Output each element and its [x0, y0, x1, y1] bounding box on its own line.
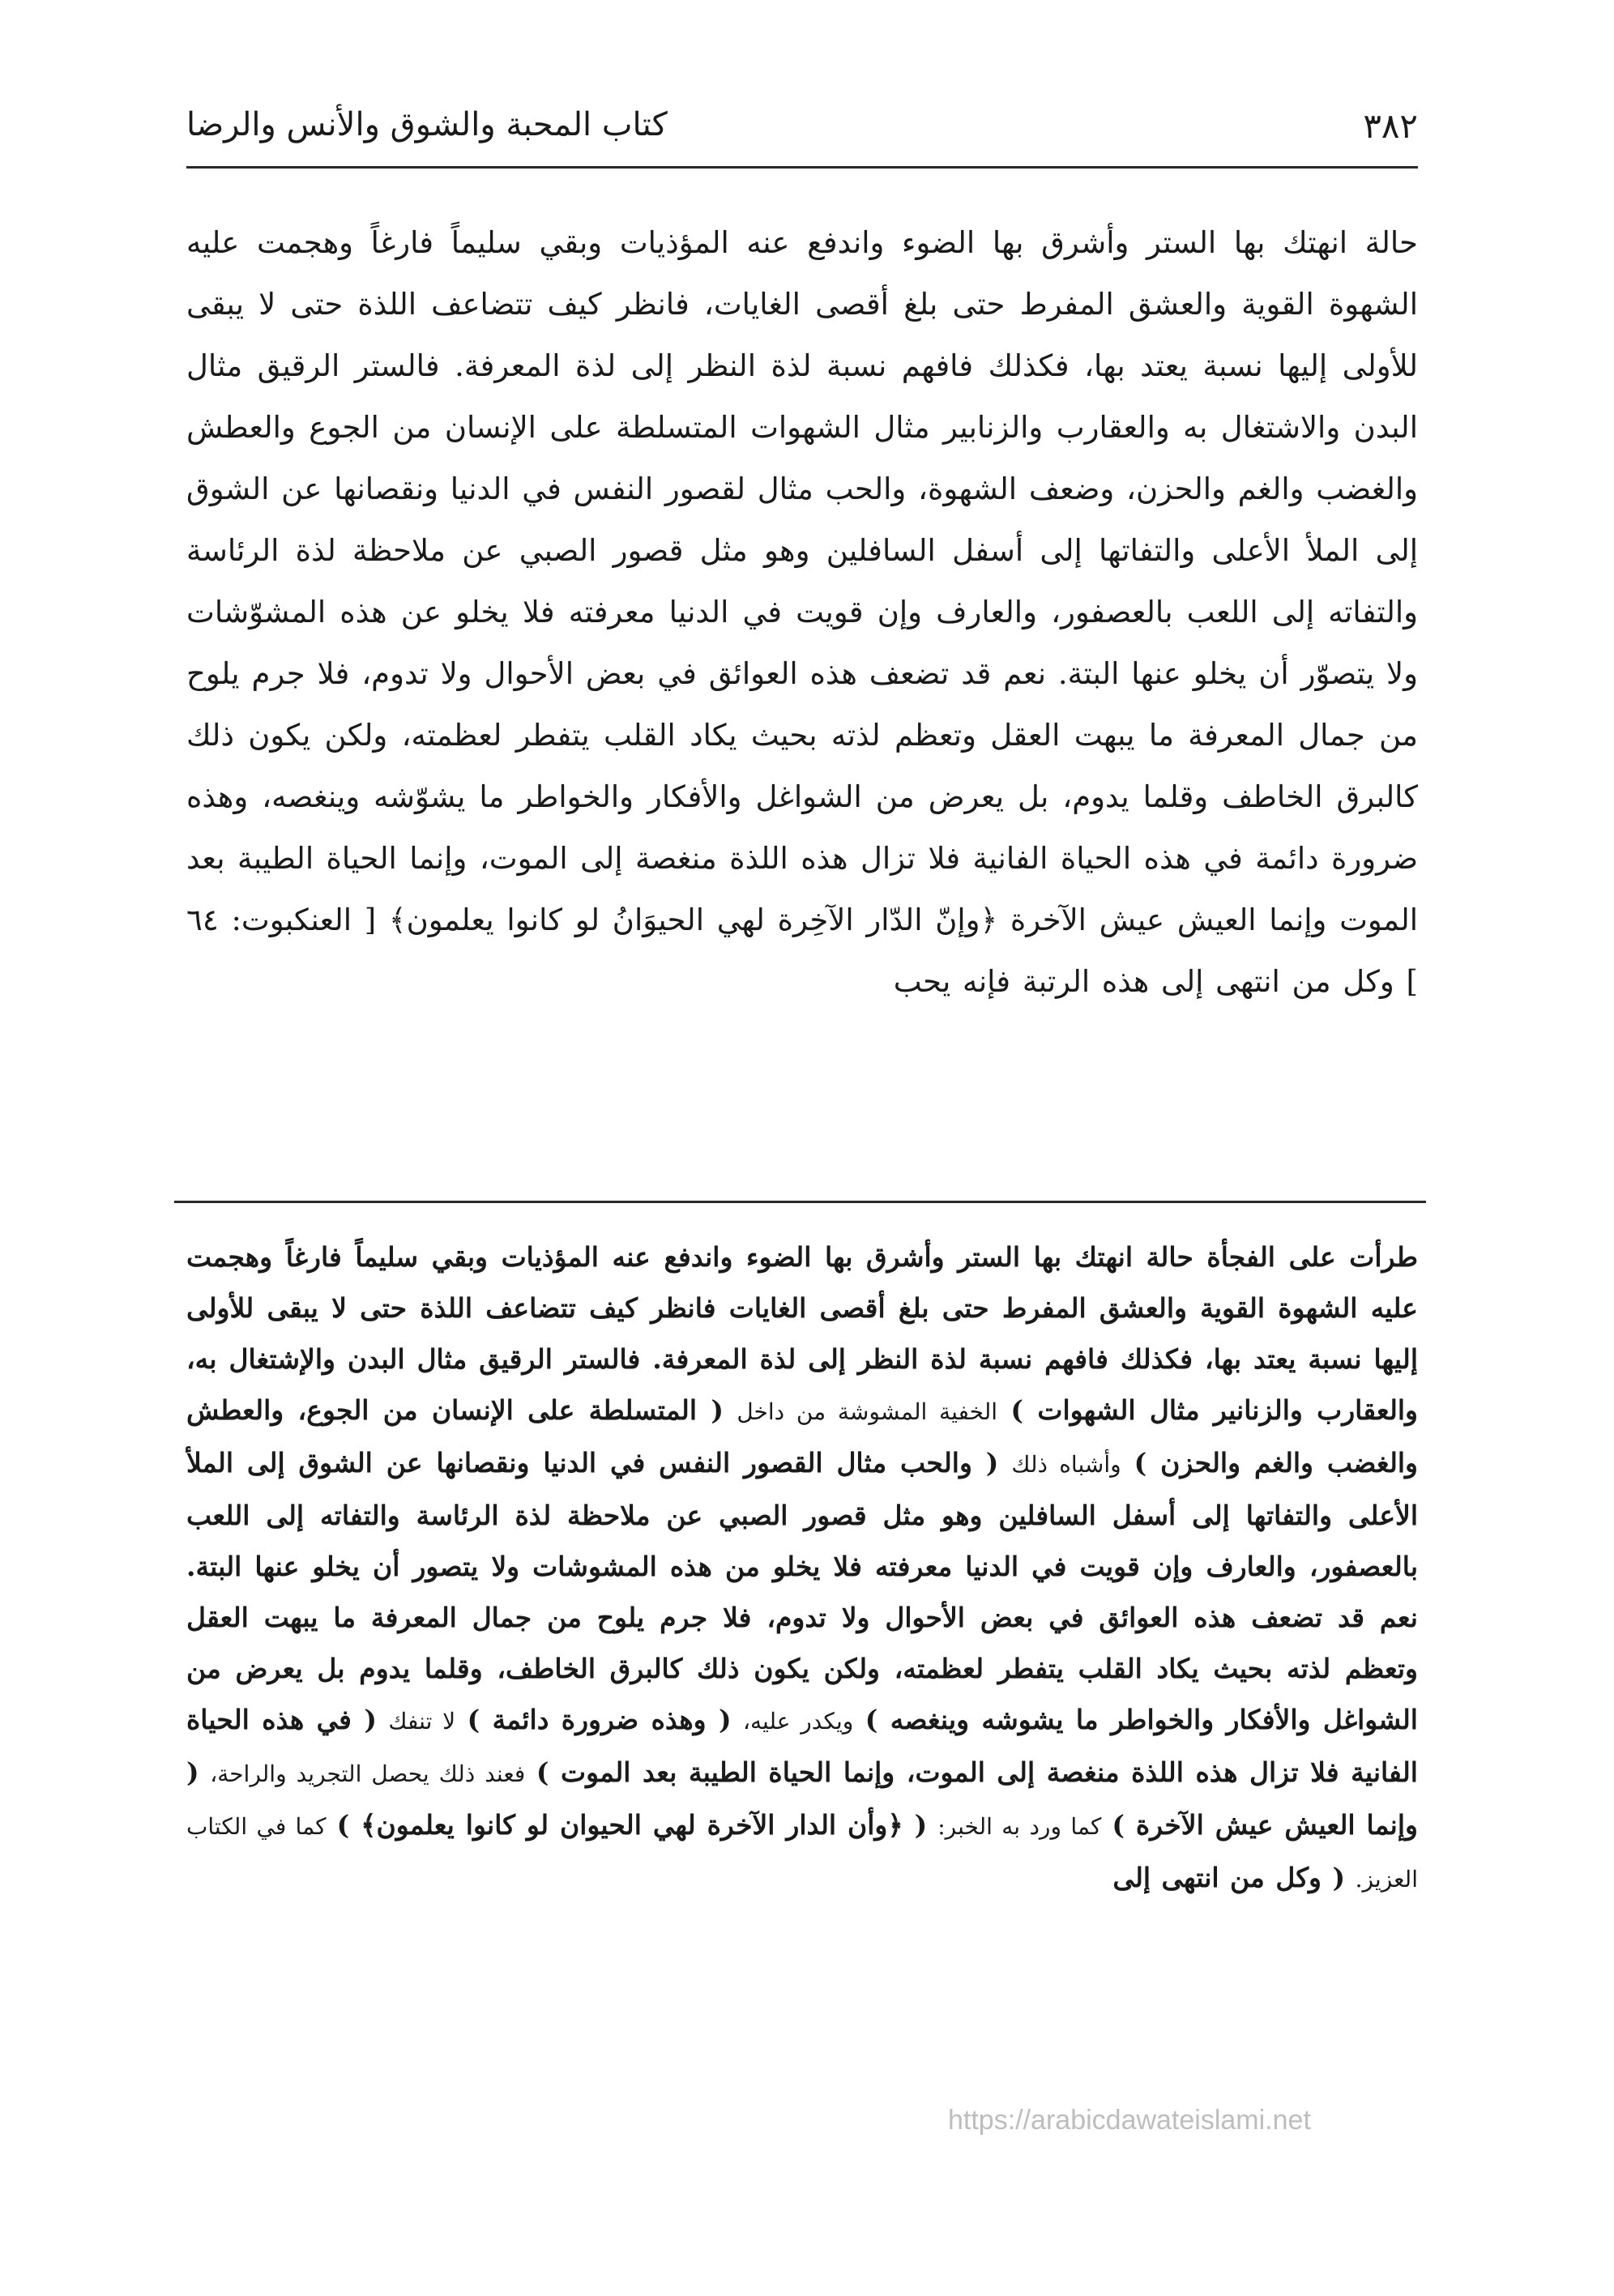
commentary-note: فعند ذلك يحصل التجريد والراحة، — [210, 1760, 526, 1787]
commentary-note: لا تنفك — [388, 1708, 456, 1735]
commentary-segment: ( والحب مثال القصور النفس في الدنيا ونقصانها عن الشوق إلى الملأ الأعلى والتفاتها إلى أسفل السافلين وهو مثل قصور الصبي عن ملاحظة لذة الرئاسة والتفاته إلى اللعب بالعصفور، والعارف وإن قويت في الدنيا معرفته فلا يخلو من هذه المشوشات ولا يتصور أن يخلو عنها البتة. نعم قد تضعف هذه العوائق في بعض الأحوال ولا تدوم، فلا جرم يلوح من جمال المعرفة ما يبهت العقل وتعظم لذته بحيث يكاد القلب يتفطر لعظمته، ولكن يكون ذلك كالبرق الخاطف، وقلما يدوم بل يعرض من الشواغل والأفكار والخواطر ما يشوشه وينغصه ) — [186, 1447, 1418, 1735]
page-header — [186, 101, 1418, 169]
commentary-note: كما في الكتاب العزيز. — [186, 1813, 1418, 1893]
page-number: ٣٨٢ — [1363, 106, 1418, 146]
watermark-url: https://arabicdawateislami.net — [948, 2105, 1311, 2136]
commentary-segment: طرأت على الفجأة حالة انهتك بها الستر وأشرق بها الضوء واندفع عنه المؤذيات وبقي سليماً فارغاً وهجمت عليه الشهوة القوية والعشق المفرط حتى بلغ أقصى الغايات فانظر كيف تتضاعف اللذة حتى لا يبقى للأولى إليها نسبة يعتد بها، فكذلك فافهم نسبة لذة النظر إلى لذة المعرفة. فالستر الرقيق مثال البدن والإشتغال به، والعقارب والزنانير مثال الشهوات ) — [186, 1241, 1418, 1426]
commentary-segment: ( وهذه ضرورة دائمة ) — [467, 1704, 732, 1735]
commentary-note: الخفية المشوشة من داخل — [737, 1398, 998, 1425]
main-text: حالة انهتك بها الستر وأشرق بها الضوء واندفع عنه المؤذيات وبقي سليماً فارغاً وهجمت عليه الشهوة القوية والعشق المفرط حتى بلغ أقصى الغايات، فانظر كيف تتضاعف اللذة حتى لا يبقى للأولى إليها نسبة يعتد بها، فكذلك فافهم نسبة لذة النظر إلى لذة المعرفة. فالستر الرقيق مثال البدن والاشتغال به والعقارب والزنابير مثال الشهوات المتسلطة على الإنسان من الجوع والعطش والغضب والغم والحزن، وضعف الشهوة، والحب مثال لقصور النفس في الدنيا ونقصانها عن الشوق إلى الملأ الأعلى والتفاتها إلى أسفل السافلين وهو مثل قصور الصبي عن ملاحظة لذة الرئاسة والتفاته إلى اللعب بالعصفور، والعارف وإن قويت في الدنيا معرفته فلا يخلو عن هذه المشوّشات ولا يتصوّر أن يخلو عنها البتة. نعم قد تضعف هذه العوائق في بعض الأحوال ولا تدوم، فلا جرم يلوح من جمال المعرفة ما يبهت العقل وتعظم لذته بحيث يكاد القلب يتفطر لعظمته، ولكن يكون ذلك كالبرق الخاطف وقلما يدوم، بل يعرض من الشواغل والأفكار والخواطر ما يشوّشه وينغصه، وهذه ضرورة دائمة في هذه الحياة الفانية فلا تزال هذه اللذة منغصة إلى الموت، وإنما الحياة الطيبة بعد الموت وإنما العيش عيش الآخرة ﴿وإنّ الدّار الآخِرة لهي الحيوَانُ لو كانوا يعلمون﴾ [ العنكبوت: ٦٤ ] وكل من انتهى إلى هذه الرتبة فإنه يحب — [186, 225, 1418, 999]
commentary-note: كما ورد به الخبر: — [937, 1813, 1102, 1840]
running-title: كتاب المحبة والشوق والأنس والرضا — [186, 106, 668, 143]
commentary-segment: ( وكل من انتهى إلى — [1112, 1862, 1346, 1893]
commentary-text — [186, 1231, 1418, 2090]
commentary-segment: ( ﴿وأن الدار الآخرة لهي الحيوان لو كانوا يعلمون﴾ ) — [336, 1809, 928, 1841]
commentary-segment: ( في هذه الحياة الفانية فلا تزال هذه اللذة منغصة إلى الموت، وإنما الحياة الطيبة بعد الموت ) — [186, 1704, 1418, 1788]
commentary-segment: ( المتسلطة على الإنسان من الجوع، والعطش والغضب والغم والحزن ) — [186, 1394, 1418, 1479]
commentary-segment: ( وإنما العيش عيش الآخرة ) — [186, 1756, 1418, 1841]
commentary-note: وأشباه ذلك — [1011, 1451, 1121, 1478]
commentary-note: ويكدر عليه، — [742, 1708, 854, 1735]
footnote-separator — [174, 1201, 1426, 1203]
